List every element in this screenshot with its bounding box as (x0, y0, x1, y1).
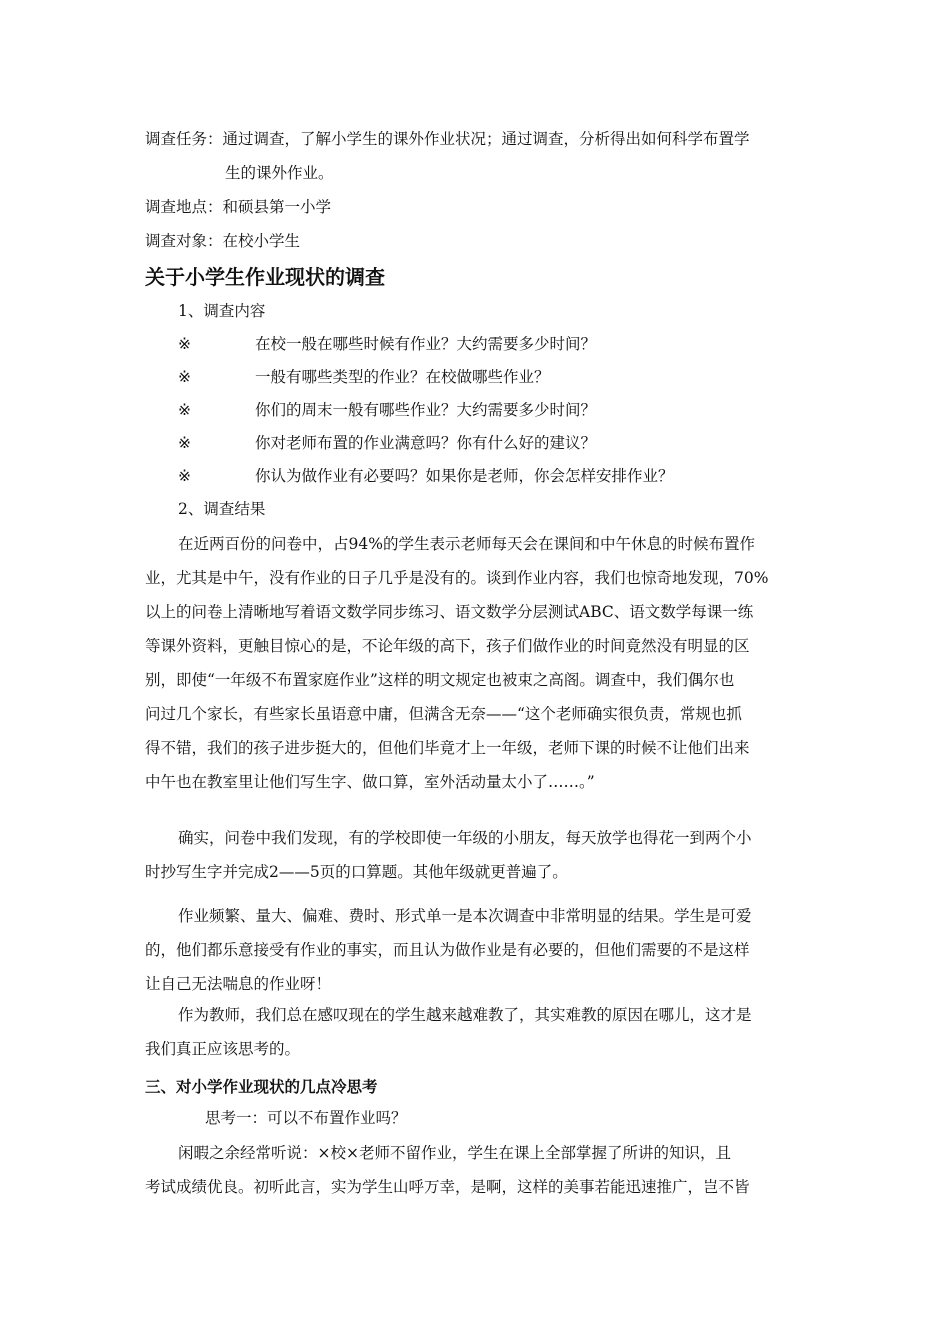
paragraph-line: 作业频繁、量大、偏难、费时、形式单一是本次调查中非常明显的结果。学生是可爱 (178, 907, 752, 925)
question-text: 你对老师布置的作业满意吗？你有什么好的建议？ (255, 434, 597, 452)
reference-mark: ※ (178, 434, 191, 452)
paragraph-line: 别，即使“一年级不布置家庭作业”这样的明文规定也被束之高阁。调查中，我们偶尔也 (145, 671, 735, 689)
paragraph-line: 作为教师，我们总在感叹现在的学生越来越难教了，其实难教的原因在哪儿，这才是 (178, 1006, 752, 1024)
reference-mark: ※ (178, 467, 191, 485)
paragraph-line: 中午也在教室里让他们写生字、做口算，室外活动量太小了……。” (145, 773, 595, 791)
paragraph-line: 我们真正应该思考的。 (145, 1040, 301, 1058)
paragraph-line: 以上的问卷上清晰地写着语文数学同步练习、语文数学分层测试ABC、语文数学每课一练 (145, 603, 754, 621)
paragraph-line: 的，他们都乐意接受有作业的事实，而且认为做作业是有必要的，但他们需要的不是这样 (145, 941, 750, 959)
survey-task-text: 通过调查，了解小学生的课外作业状况；通过调查，分析得出如何科学布置学 (222, 130, 750, 148)
paragraph-line: 闲暇之余经常听说：×校×老师不留作业，学生在课上全部掌握了所讲的知识，且 (178, 1144, 731, 1162)
paragraph-line: 确实，问卷中我们发现，有的学校即使一年级的小朋友，每天放学也得花一到两个小 (178, 829, 752, 847)
section3-subheading: 思考一：可以不布置作业吗？ (205, 1109, 407, 1127)
paragraph-line: 业，尤其是中午，没有作业的日子几乎是没有的。谈到作业内容，我们也惊奇地发现，70% (145, 569, 769, 587)
paragraph-line: 考试成绩优良。初听此言，实为学生山呼万幸，是啊，这样的美事若能迅速推广，岂不皆 (145, 1178, 750, 1196)
paragraph-line: 等课外资料，更触目惊心的是，不论年级的高下，孩子们做作业的时间竟然没有明显的区 (145, 637, 750, 655)
survey-subject: 调查对象：在校小学生 (145, 232, 301, 250)
reference-mark: ※ (178, 401, 191, 419)
survey-task-line2: 生的课外作业。 (225, 164, 334, 182)
survey-task-label: 调查任务： (145, 130, 223, 148)
paragraph-line: 得不错，我们的孩子进步挺大的，但他们毕竟才上一年级，老师下课的时候不让他们出来 (145, 739, 750, 757)
paragraph-line: 在近两百份的问卷中，占94%的学生表示老师每天会在课间和中午休息的时候布置作 (178, 535, 755, 553)
question-text: 在校一般在哪些时候有作业？大约需要多少时间？ (255, 335, 597, 353)
survey-task-line1 (145, 128, 750, 150)
question-text: 你认为做作业有必要吗？如果你是老师，你会怎样安排作业？ (255, 467, 674, 485)
paragraph-line: 时抄写生字并完成2——5页的口算题。其他年级就更普遍了。 (145, 863, 568, 881)
paragraph-line: 问过几个家长，有些家长虽语意中庸，但满含无奈——“这个老师确实很负责，常规也抓 (145, 705, 742, 723)
question-text: 你们的周末一般有哪些作业？大约需要多少时间？ (255, 401, 597, 419)
document-title: 关于小学生作业现状的调查 (145, 265, 385, 289)
section1-heading: 1、调查内容 (178, 302, 266, 320)
survey-location: 调查地点：和硕县第一小学 (145, 198, 332, 216)
section2-heading: 2、调查结果 (178, 500, 266, 518)
question-text: 一般有哪些类型的作业？在校做哪些作业？ (255, 368, 550, 386)
reference-mark: ※ (178, 335, 191, 353)
reference-mark: ※ (178, 368, 191, 386)
section3-heading: 三、对小学作业现状的几点冷思考 (145, 1078, 378, 1096)
paragraph-line: 让自己无法喘息的作业呀！ (145, 975, 332, 993)
